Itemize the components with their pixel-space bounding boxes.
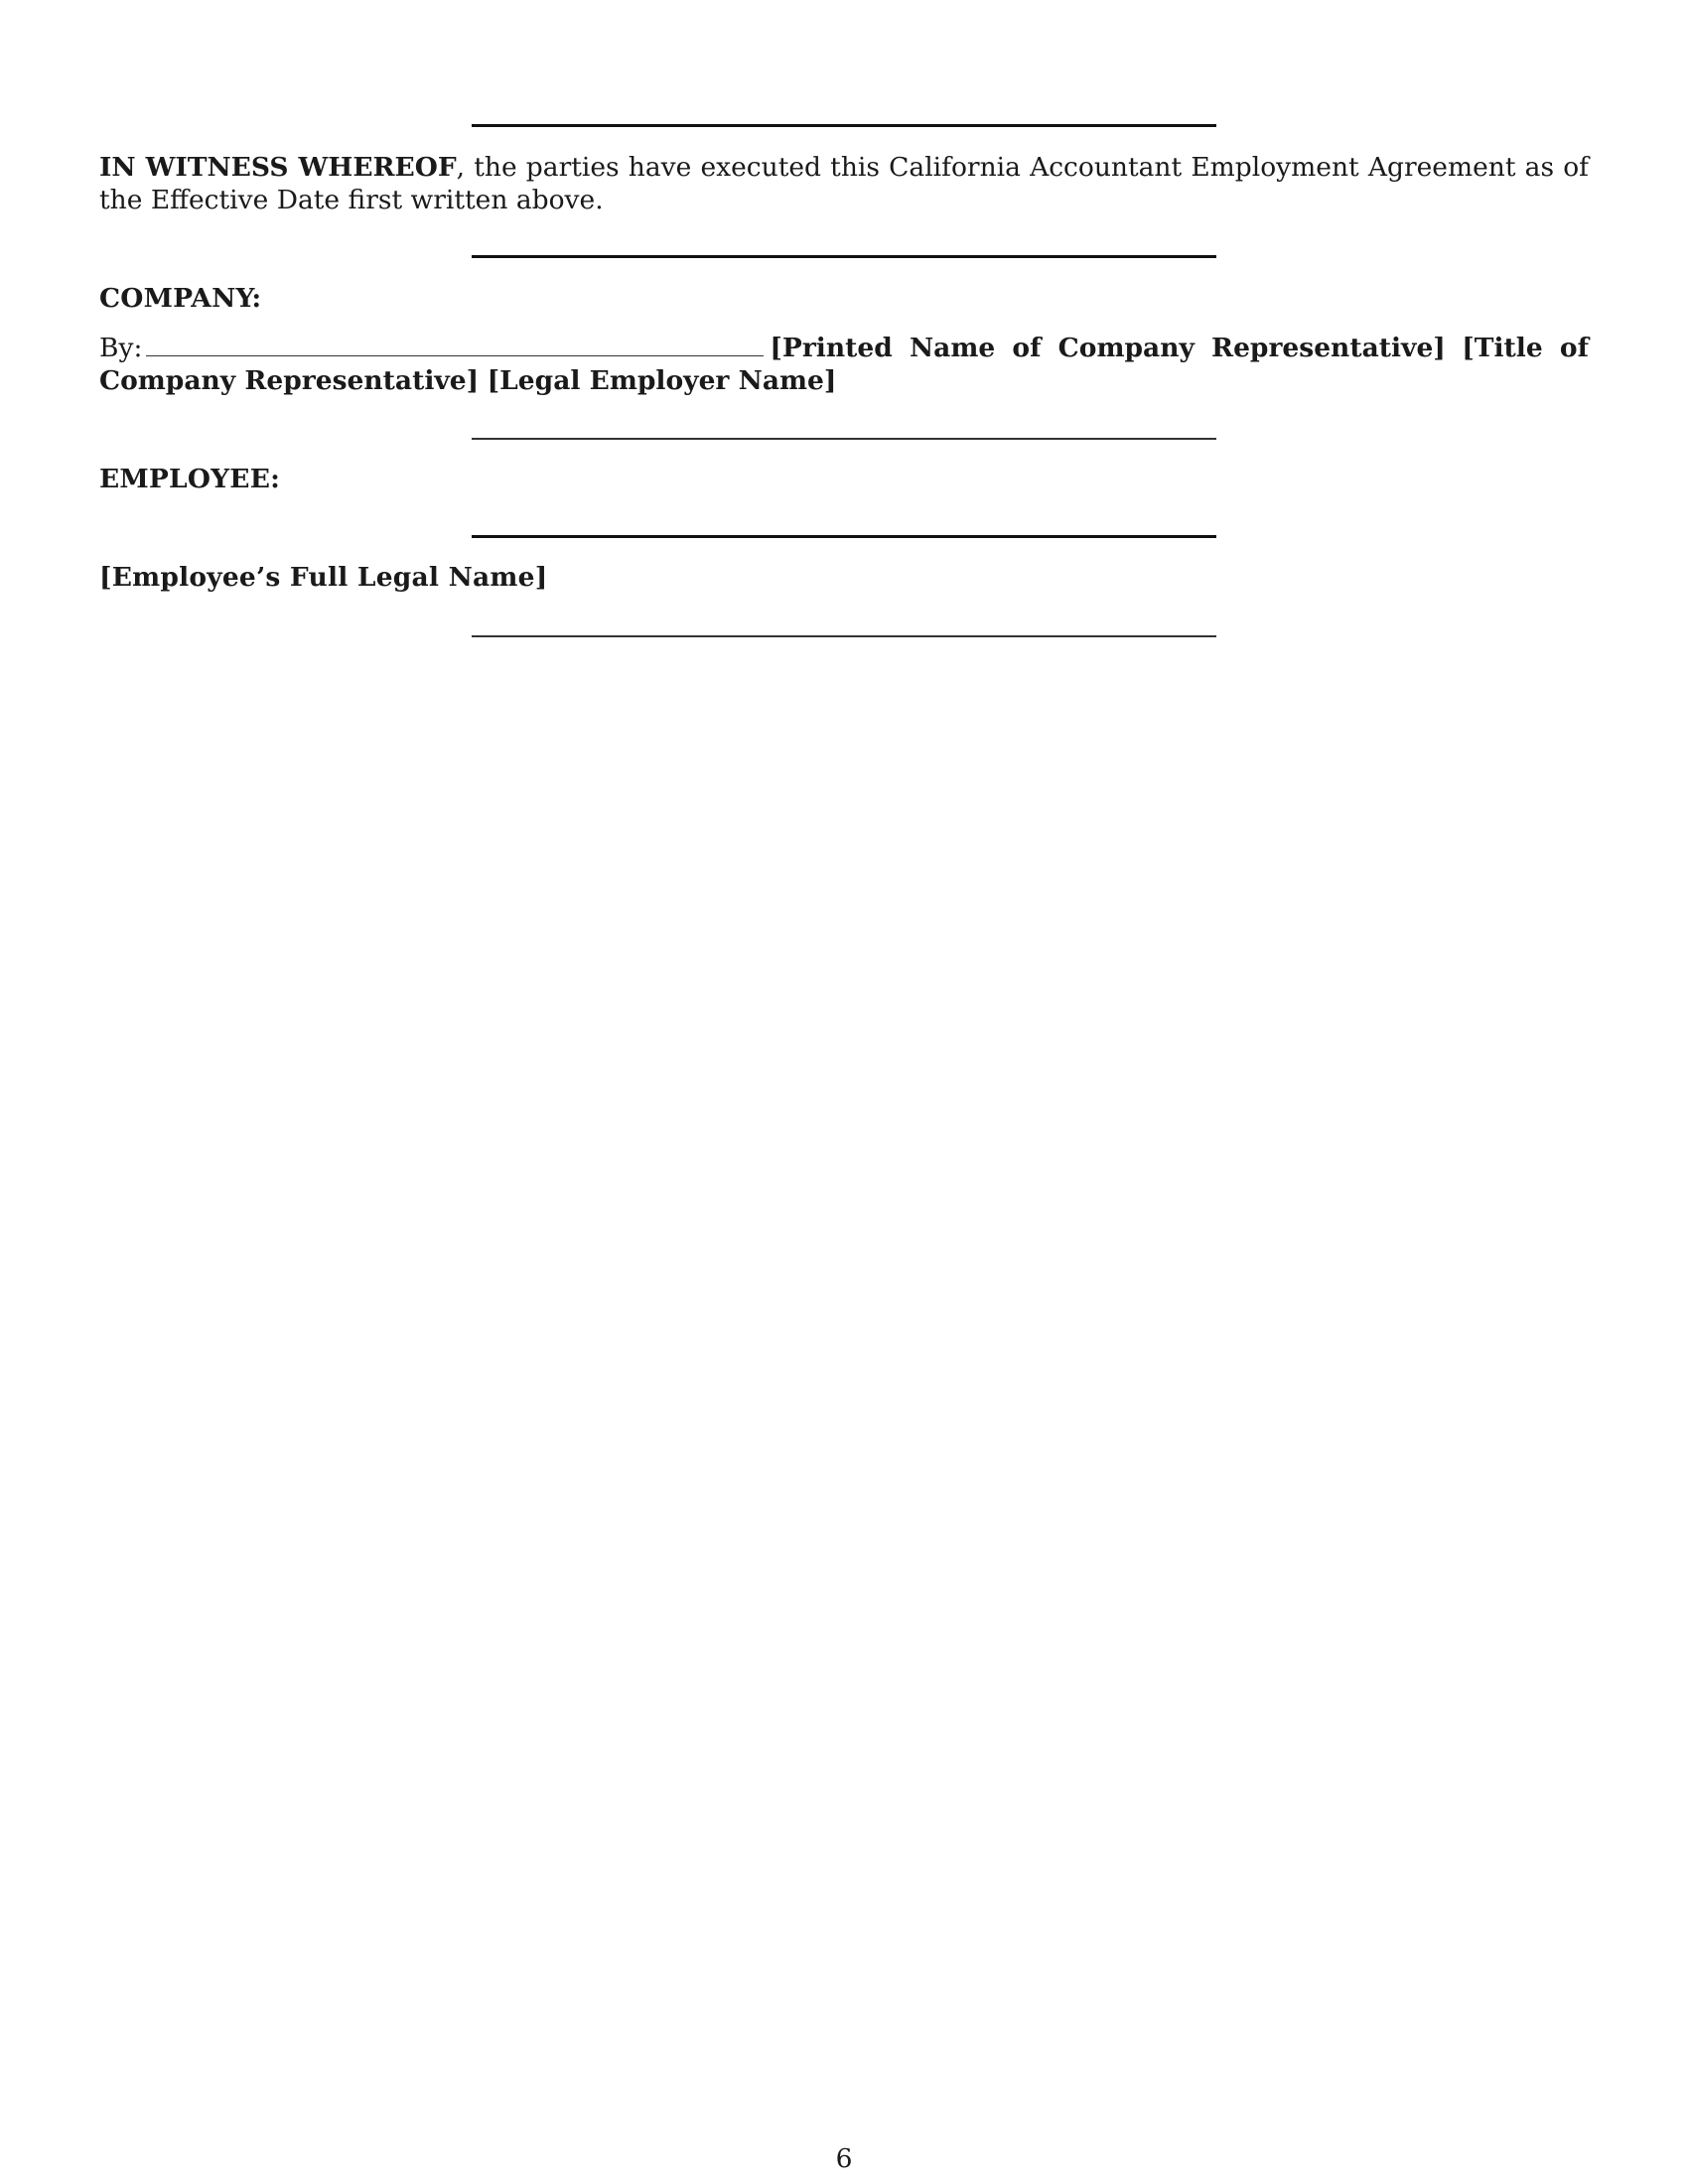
by-label: By:	[99, 333, 143, 363]
page-number: 6	[835, 2143, 853, 2174]
divider-rule-2	[472, 255, 1216, 258]
witness-body: , the parties have executed this California Accountant Employment Agreement as of the Effective Date first written above.	[99, 152, 1589, 215]
legal-employer-name: [Legal Employer Name]	[487, 365, 837, 396]
employee-heading: EMPLOYEE:	[99, 464, 281, 494]
company-signature-line	[146, 332, 764, 356]
divider-rule-5	[472, 635, 1216, 637]
employee-name: [Employee’s Full Legal Name]	[99, 562, 548, 593]
witness-lead: IN WITNESS WHEREOF	[99, 152, 457, 183]
divider-rule-4	[472, 535, 1216, 538]
company-representative-title: [Title of Company Representative]	[99, 333, 1589, 396]
company-signature-block	[99, 332, 1589, 397]
divider-rule-top	[472, 124, 1216, 127]
company-heading: COMPANY:	[99, 283, 262, 314]
witness-clause	[99, 151, 1589, 216]
divider-rule-3	[472, 438, 1216, 440]
company-printed-name: [Printed Name of Company Representative]	[770, 333, 1446, 363]
